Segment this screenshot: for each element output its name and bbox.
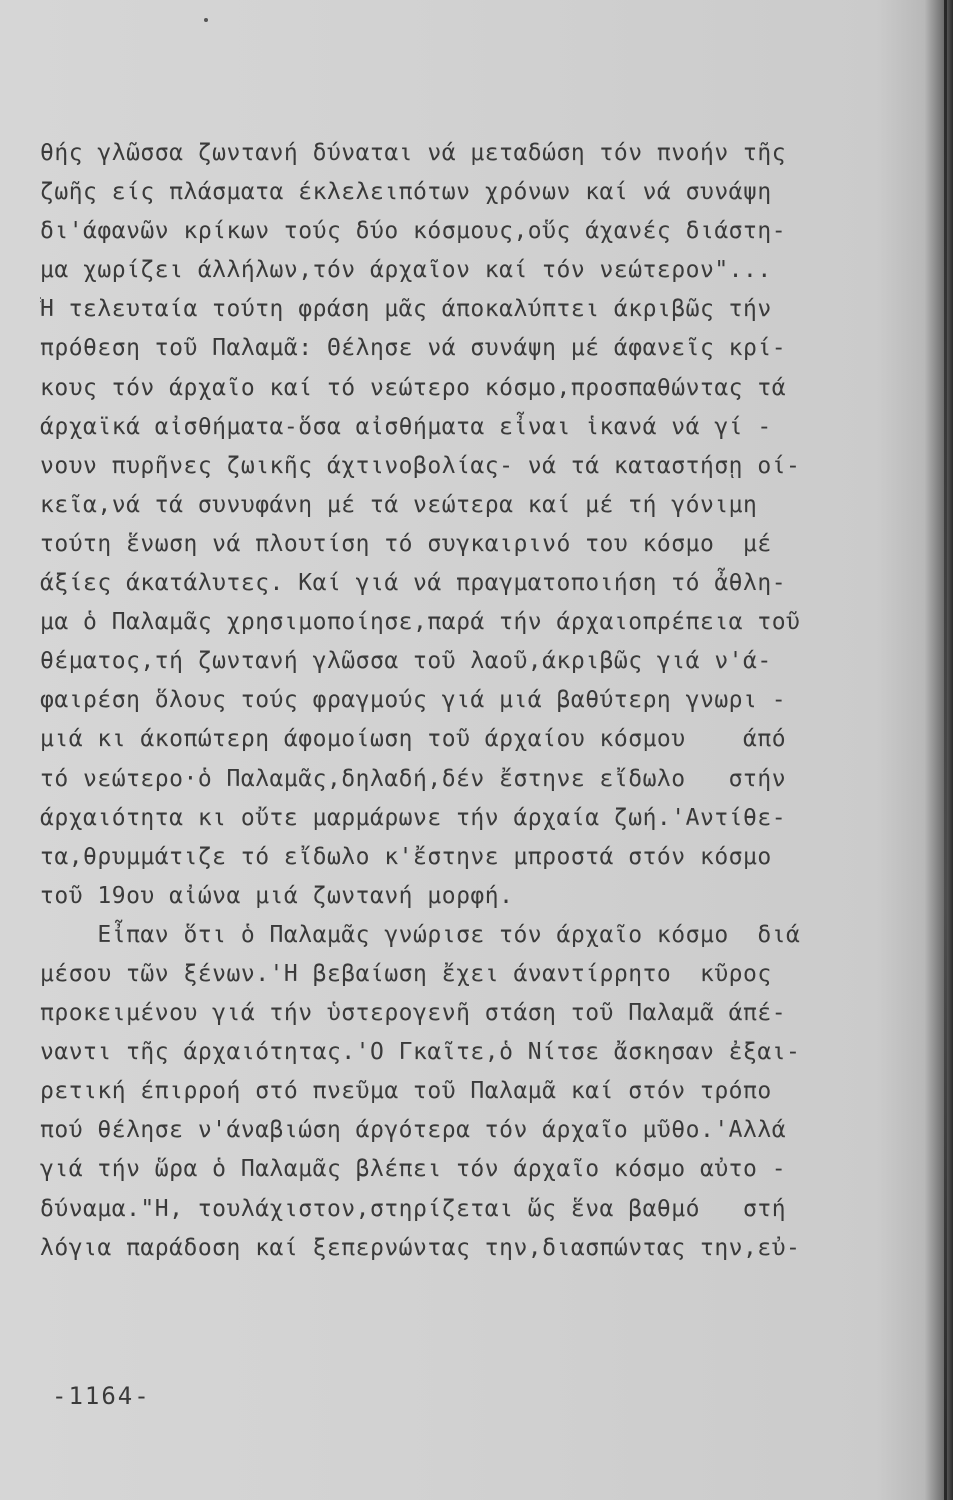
text-line: κεῖα,νά τά συνυφάνη μέ τά νεώτερα καί μέ τή γόνιμη bbox=[40, 491, 758, 518]
text-line: άρχαιότητα κι οὔτε μαρμάρωνε τήν άρχαία ζωή.'Αντίθε- bbox=[40, 804, 787, 831]
text-line: ζωῆς είς πλάσματα έκλελειπότων χρόνων καί νά συνάψη bbox=[40, 179, 772, 206]
text-line: τούτη ἕνωση νά πλουτίση τό συγκαιρινό του κόσμο μέ bbox=[40, 530, 772, 557]
text-line: δύναμα."Η, τουλάχιστον,στηρίζεται ὥς ἕνα βαθμό στή bbox=[40, 1195, 787, 1222]
text-line: δι'άφανῶν κρίκων τούς δύο κόσμους,οὕς άχανές διάστη- bbox=[40, 218, 787, 245]
text-line: ναντι τῆς άρχαιότητας.'Ο Γκαῖτε,ὁ Νίτσε ἄσκησαν ἐξαι- bbox=[40, 1039, 801, 1066]
text-line: Εἶπαν ὅτι ὁ Παλαμᾶς γνώρισε τόν άρχαῖο κόσμο διά bbox=[40, 921, 801, 948]
body-text bbox=[40, 134, 930, 1268]
text-line: τοῦ 19ου αἰώνα μιά ζωντανή μορφή. bbox=[40, 882, 514, 909]
text-line: πρόθεση τοῦ Παλαμᾶ: Θέλησε νά συνάψη μέ άφανεῖς κρί- bbox=[40, 335, 787, 362]
text-line: άρχαϊκά αἰσθήματα-ὅσα αἰσθήματα εἶναι ἱκανά νά γί - bbox=[40, 413, 772, 440]
page-number: -1164- bbox=[52, 1382, 151, 1410]
text-line: Ἡ τελευταία τούτη φράση μᾶς άποκαλύπτει άκριβῶς τήν bbox=[40, 296, 772, 323]
text-line: θέματος,τή ζωντανή γλῶσσα τοῦ λαοῦ,άκριβῶς γιά ν'ά- bbox=[40, 648, 772, 675]
text-line: φαιρέση ὅλους τούς φραγμούς γιά μιά βαθύτερη γνωρι - bbox=[40, 687, 787, 714]
text-line: τό νεώτερο·ὁ Παλαμᾶς,δηλαδή,δέν ἔστηνε εἴδωλο στήν bbox=[40, 765, 787, 792]
text-line: γιά τήν ὥρα ὁ Παλαμᾶς βλέπει τόν άρχαῖο κόσμο αὐτο - bbox=[40, 1156, 787, 1183]
paper-speck bbox=[204, 18, 208, 22]
text-line: μέσου τῶν ξένων.'Η βεβαίωση ἔχει άναντίρρητο κῦρος bbox=[40, 960, 772, 987]
text-line: πού θέλησε ν'άναβιώση άργότερα τόν άρχαῖο μῦθο.'Αλλά bbox=[40, 1117, 787, 1144]
text-line: νουν πυρῆνες ζωικῆς άχτινοβολίας- νά τά καταστήσῃ οί- bbox=[40, 452, 801, 479]
text-line: μα ὁ Παλαμᾶς χρησιμοποίησε,παρά τήν άρχαιοπρέπεια τοῦ bbox=[40, 609, 801, 636]
text-line: θής γλῶσσα ζωντανή δύναται νά μεταδώση τόν πνοήν τῆς bbox=[40, 140, 787, 166]
text-line: τα,θρυμμάτιζε τό εἴδωλο κ'ἔστηνε μπροστά στόν κόσμο bbox=[40, 843, 772, 870]
text-line: μιά κι άκοπώτερη άφομοίωση τοῦ άρχαίου κόσμου άπό bbox=[40, 726, 787, 753]
text-line: μα χωρίζει άλλήλων,τόν άρχαῖον καί τόν νεώτερον"... bbox=[40, 257, 772, 284]
text-line: κους τόν άρχαῖο καί τό νεώτερο κόσμο,προσπαθώντας τά bbox=[40, 374, 787, 401]
page-edge-shadow bbox=[944, 0, 947, 1500]
text-line: προκειμένου γιά τήν ὑστερογενῆ στάση τοῦ Παλαμᾶ άπέ- bbox=[40, 1000, 787, 1027]
text-line: ρετική έπιρροή στό πνεῦμα τοῦ Παλαμᾶ καί στόν τρόπο bbox=[40, 1078, 772, 1105]
text-line: λόγια παράδοση καί ξεπερνώντας την,διασπώντας την,εὐ- bbox=[40, 1234, 801, 1261]
text-line: άξίες άκατάλυτες. Καί γιά νά πραγματοποιήση τό ἆθλη- bbox=[40, 570, 787, 597]
